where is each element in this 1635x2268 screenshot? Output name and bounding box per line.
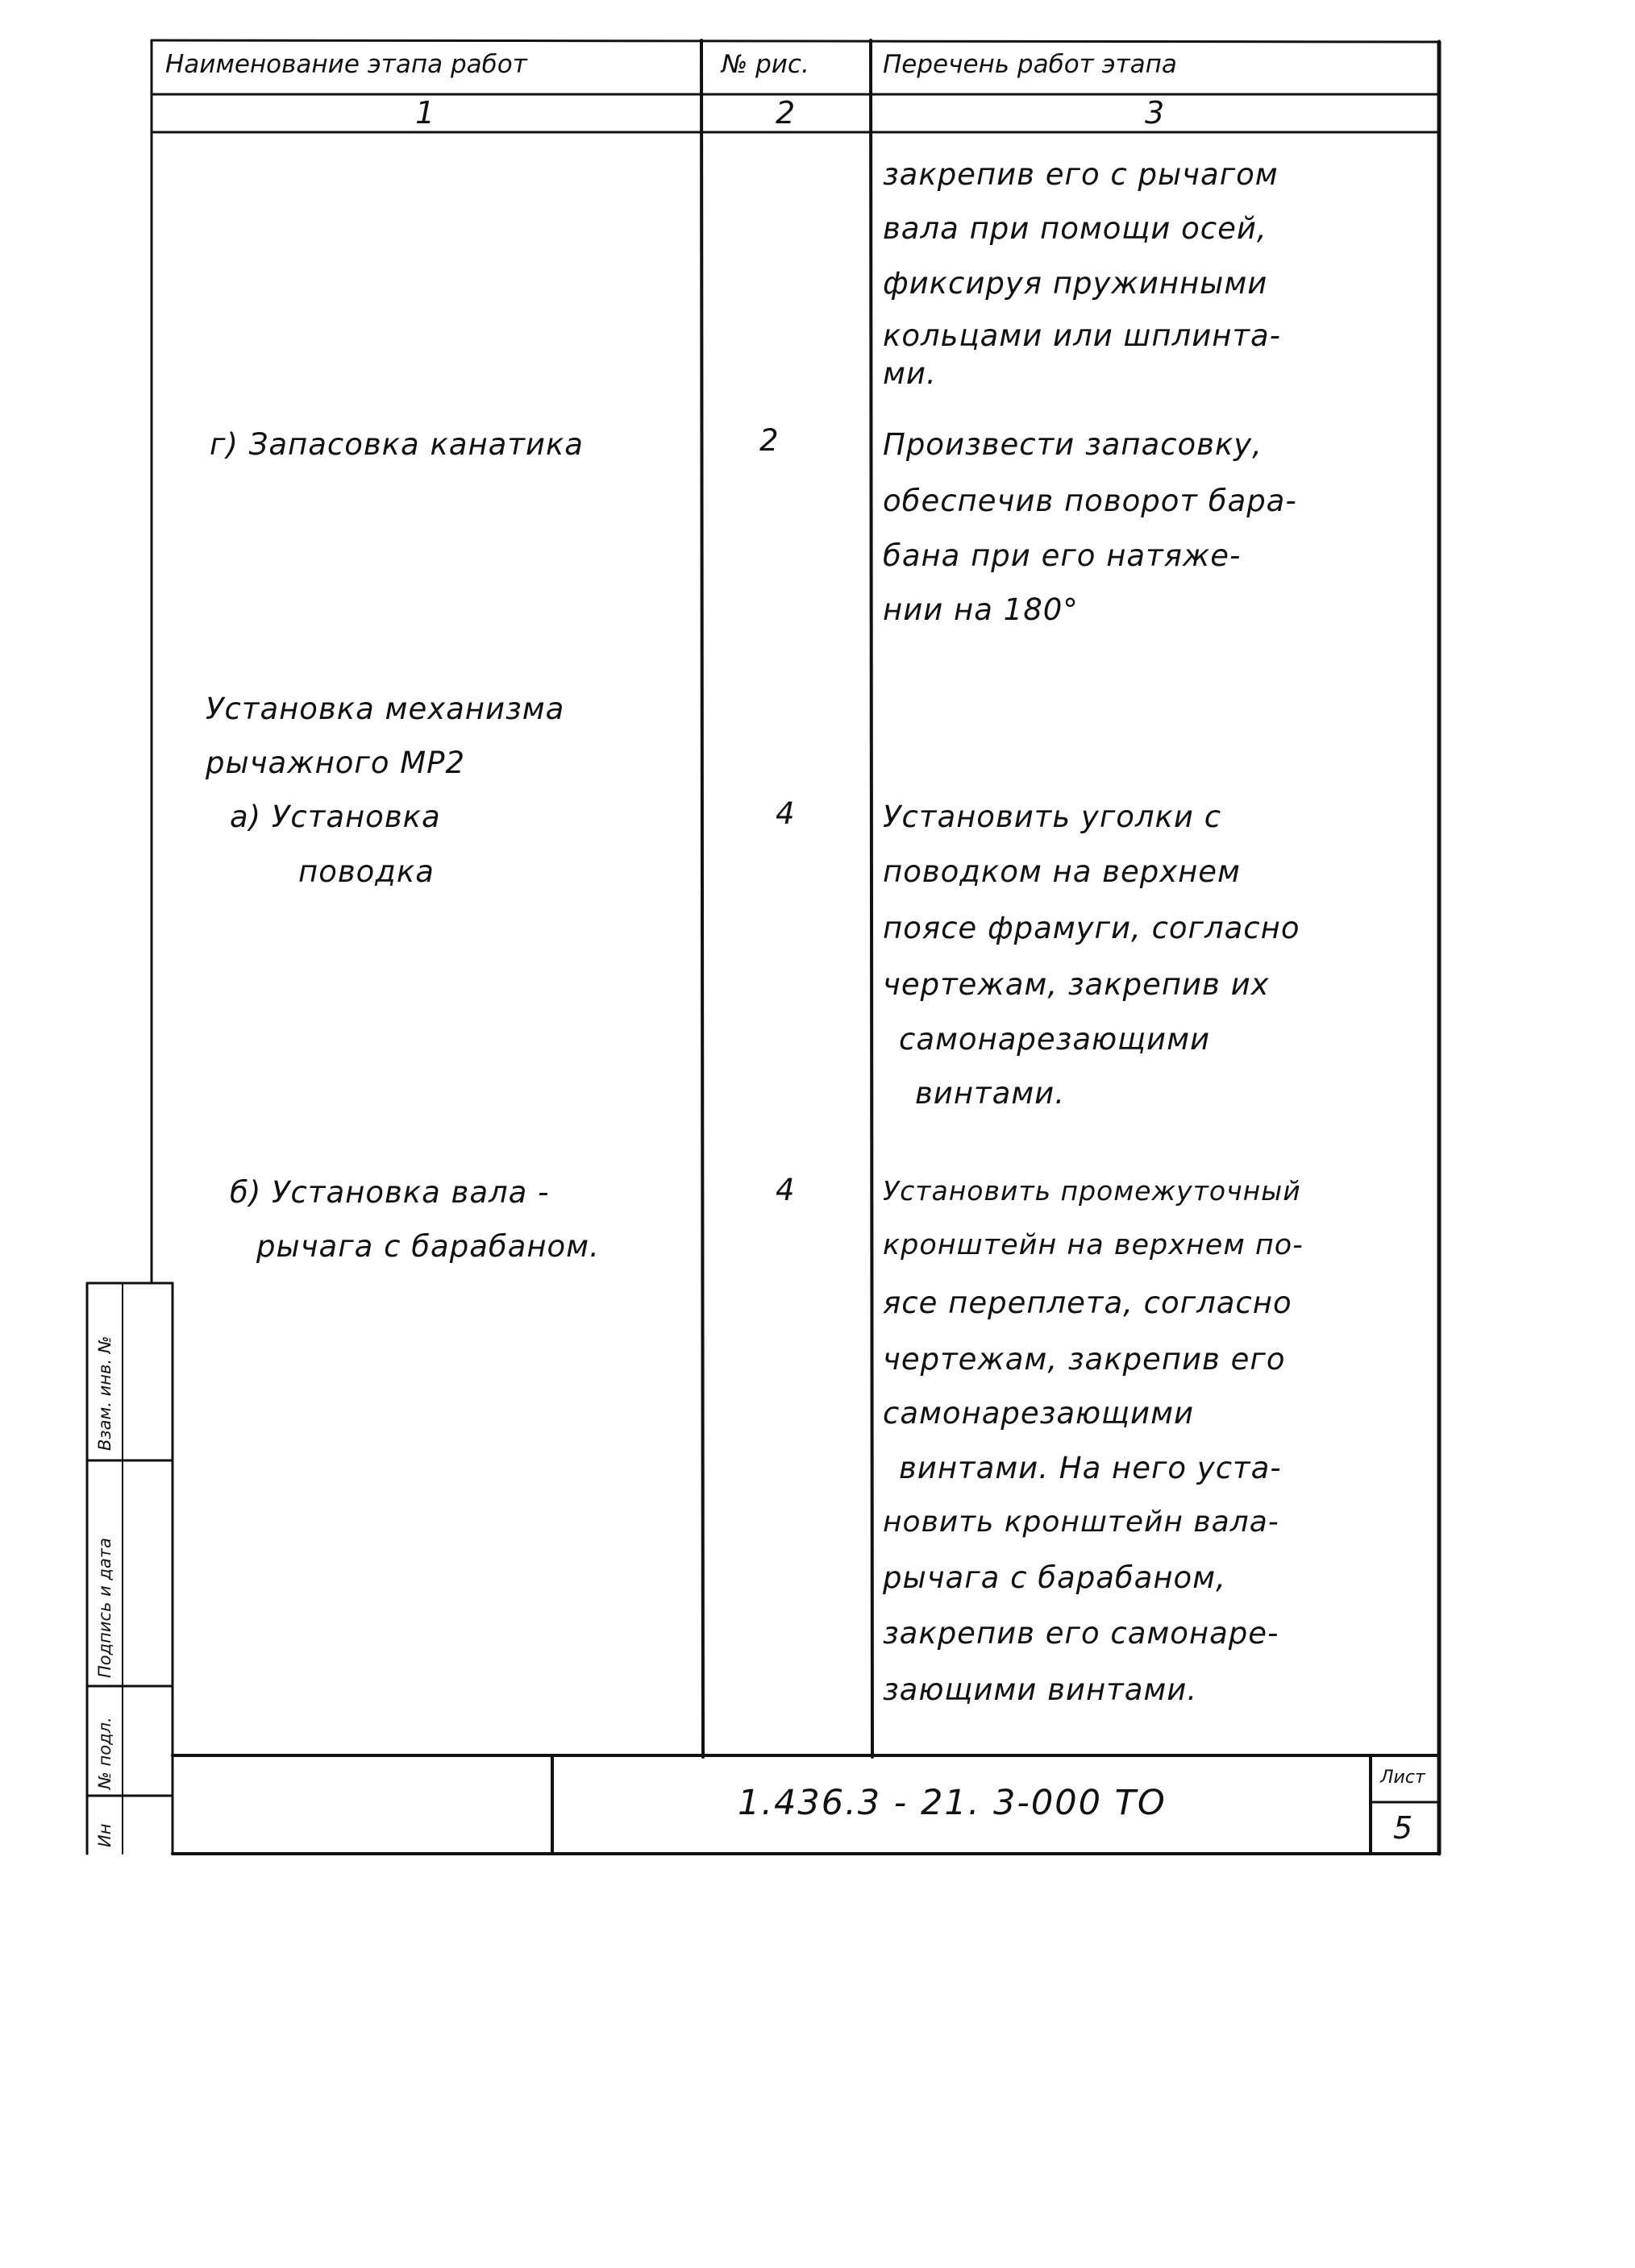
step-a-name: а) Установка xyxy=(230,800,441,834)
step-g-line: обеспечив поворот бара- xyxy=(883,484,1297,518)
column-1-number: 1 xyxy=(415,95,435,131)
section-heading: рычажного МР2 xyxy=(206,746,466,780)
step-a-line: поводком на верхнем xyxy=(883,854,1241,889)
side-label-original: № подл. xyxy=(95,1717,114,1789)
intro-line: фиксируя пружинными xyxy=(883,266,1268,301)
step-g-line: бана при его натяже- xyxy=(883,538,1242,573)
step-g-figure: 2 xyxy=(759,423,780,458)
step-a-figure: 4 xyxy=(776,796,796,831)
side-label-replacement: Взам. инв. № xyxy=(95,1335,114,1451)
step-b-line: чертежам, закрепив его xyxy=(883,1342,1286,1377)
step-b-line: Установить промежуточный xyxy=(883,1175,1301,1207)
step-b-figure: 4 xyxy=(776,1173,796,1207)
step-b-name: б) Установка вала - xyxy=(230,1175,550,1210)
step-b-line: рычага с барабаном, xyxy=(883,1560,1226,1595)
step-b-line: кронштейн на верхнем по- xyxy=(883,1229,1304,1261)
step-a-line: поясе фрамуги, согласно xyxy=(883,911,1300,945)
side-label-signature: Подпись и дата xyxy=(95,1538,114,1678)
step-a-line: Установить уголки с xyxy=(883,800,1222,834)
intro-line: закрепив его с рычагом xyxy=(883,157,1279,192)
step-b-line: самонарезающими xyxy=(883,1396,1195,1431)
intro-line: ми. xyxy=(883,356,937,391)
step-b-name: рычага с барабаном. xyxy=(256,1229,600,1264)
column-2-number: 2 xyxy=(776,95,796,131)
column-2-title: № рис. xyxy=(722,50,809,79)
sheet-number: 5 xyxy=(1393,1810,1413,1846)
column-1-title: Наименование этапа работ xyxy=(165,50,527,79)
step-b-line: закрепив его самонаре- xyxy=(883,1616,1279,1651)
step-b-line: зающими винтами. xyxy=(883,1672,1198,1707)
step-a-line: самонарезающими xyxy=(899,1022,1211,1057)
side-label-inv: Ин xyxy=(95,1823,114,1847)
sheet-label: Лист xyxy=(1380,1767,1425,1788)
step-a-name: поводка xyxy=(298,854,435,889)
step-g-line: Произвести запасовку, xyxy=(883,427,1263,462)
intro-line: вала при помощи осей, xyxy=(883,211,1267,246)
step-a-line: чертежам, закрепив их xyxy=(883,967,1270,1002)
document-code: 1.436.3 - 21. 3-000 ТО xyxy=(738,1783,1167,1823)
step-b-line: винтами. На него уста- xyxy=(899,1451,1282,1485)
step-g-name: г) Запасовка канатика xyxy=(210,427,584,462)
column-3-title: Перечень работ этапа xyxy=(883,50,1177,79)
step-a-line: винтами. xyxy=(915,1076,1065,1111)
step-b-line: новить кронштейн вала- xyxy=(883,1506,1279,1539)
intro-line: кольцами или шплинта- xyxy=(883,318,1282,353)
section-heading: Установка механизма xyxy=(206,692,565,726)
column-3-number: 3 xyxy=(1145,95,1165,131)
step-b-line: ясе переплета, согласно xyxy=(883,1286,1292,1320)
step-g-line: нии на 180° xyxy=(883,592,1079,627)
